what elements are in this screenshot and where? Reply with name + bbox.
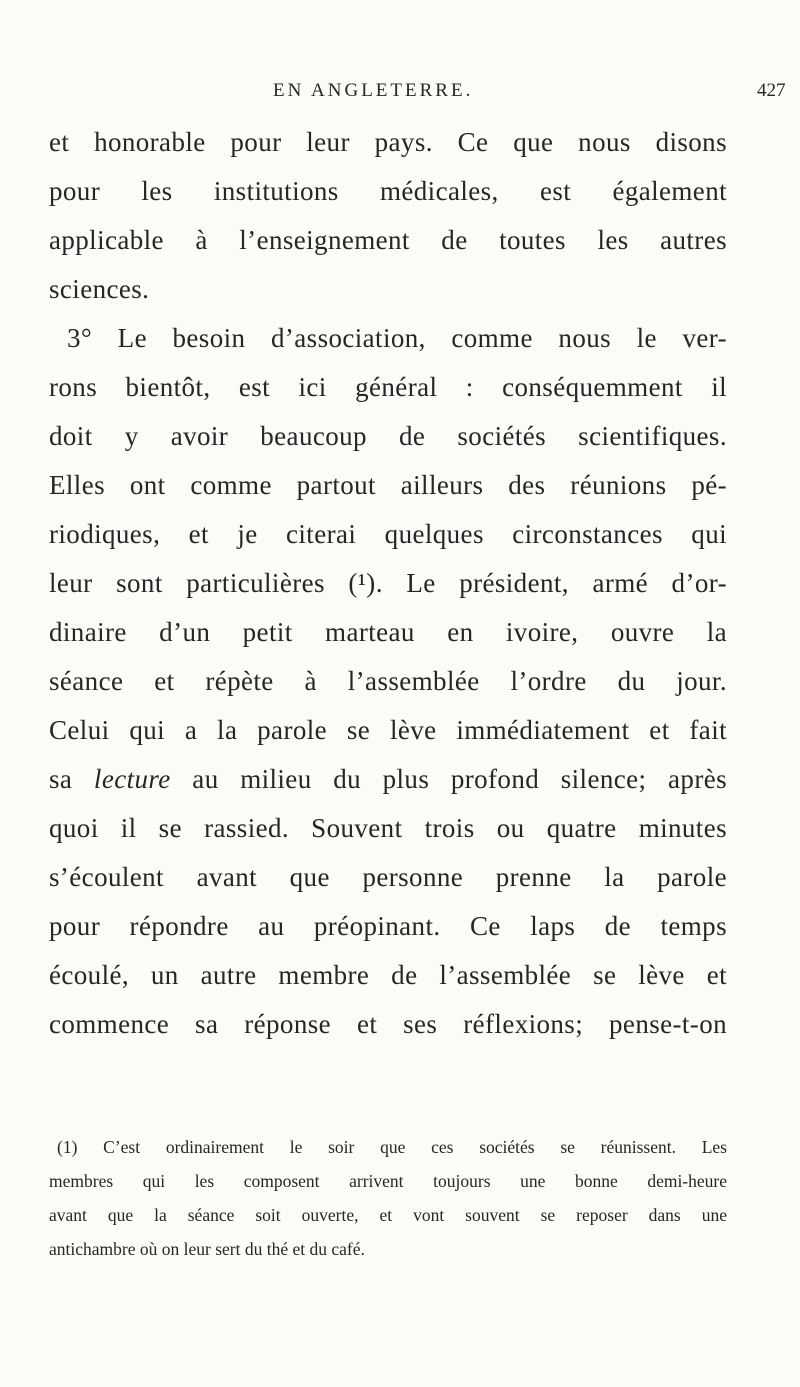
page-header <box>0 76 800 106</box>
text-line: commence sa réponse et ses réflexions; pense-t-on <box>49 1009 727 1039</box>
italic-word: lecture <box>93 764 171 794</box>
text-line: séance et répète à l’assemblée l’ordre du jour. <box>49 666 727 696</box>
footnote-line: avant que la séance soit ouverte, et vont souvent se reposer dans une <box>49 1205 727 1225</box>
footnote-line: antichambre où on leur sert du thé et du café. <box>49 1239 365 1259</box>
text-line: quoi il se rassied. Souvent trois ou quatre minutes <box>49 813 727 843</box>
text-line: applicable à l’enseignement de toutes les autres <box>49 225 727 255</box>
main-text <box>49 118 727 1049</box>
text-line: et honorable pour leur pays. Ce que nous disons <box>49 127 727 157</box>
page-number: 427 <box>757 80 786 101</box>
text-line: pour répondre au préopinant. Ce laps de temps <box>49 911 727 941</box>
text-line: riodiques, et je citerai quelques circonstances qui <box>49 519 727 549</box>
footnote <box>49 1130 727 1266</box>
text-line: Celui qui a la parole se lève immédiatement et fait <box>49 715 727 745</box>
text-line <box>49 755 727 804</box>
footnote-line: membres qui les composent arrivent toujours une bonne demi-heure <box>49 1171 727 1191</box>
text-line: leur sont particulières (¹). Le président, armé d’or- <box>49 568 727 598</box>
text-line: écoulé, un autre membre de l’assemblée se lève et <box>49 960 727 990</box>
text-line: dinaire d’un petit marteau en ivoire, ouvre la <box>49 617 727 647</box>
text-line: rons bientôt, est ici général : conséquemment il <box>49 372 727 402</box>
text-line: doit y avoir beaucoup de sociétés scientifiques. <box>49 421 727 451</box>
text-line: Elles ont comme partout ailleurs des réunions pé- <box>49 470 727 500</box>
text-line: sciences. <box>49 274 150 304</box>
text-line: s’écoulent avant que personne prenne la parole <box>49 862 727 892</box>
text-line: 3° Le besoin d’association, comme nous le ver- <box>67 323 727 353</box>
text-segment: sa <box>49 764 94 794</box>
running-head: EN ANGLETERRE. <box>273 80 474 101</box>
text-segment: au milieu du plus profond silence; après <box>170 764 727 794</box>
footnote-line: (1) C’est ordinairement le soir que ces sociétés se réunissent. Les <box>57 1137 727 1157</box>
text-line: pour les institutions médicales, est également <box>49 176 727 206</box>
